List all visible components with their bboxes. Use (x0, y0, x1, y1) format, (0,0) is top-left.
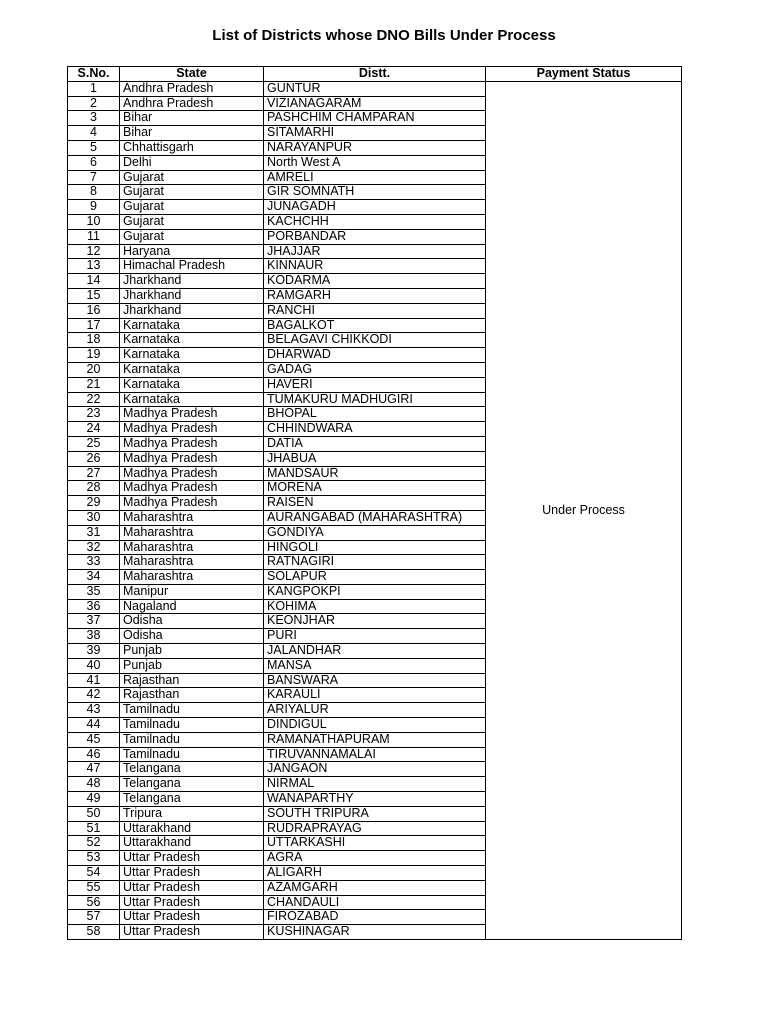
column-header-distt: Distt. (264, 67, 486, 82)
cell-state: Madhya Pradesh (120, 451, 264, 466)
cell-distt: WANAPARTHY (264, 792, 486, 807)
cell-sno: 25 (68, 436, 120, 451)
cell-distt: MANSA (264, 658, 486, 673)
cell-sno: 21 (68, 377, 120, 392)
cell-sno: 39 (68, 644, 120, 659)
cell-distt: KODARMA (264, 274, 486, 289)
cell-state: Madhya Pradesh (120, 436, 264, 451)
cell-distt: HINGOLI (264, 540, 486, 555)
cell-state: Maharashtra (120, 570, 264, 585)
cell-state: Bihar (120, 126, 264, 141)
cell-distt: BANSWARA (264, 673, 486, 688)
cell-state: Chhattisgarh (120, 140, 264, 155)
cell-distt: RANCHI (264, 303, 486, 318)
cell-distt: AURANGABAD (MAHARASHTRA) (264, 510, 486, 525)
cell-state: Tamilnadu (120, 747, 264, 762)
cell-sno: 14 (68, 274, 120, 289)
cell-sno: 38 (68, 629, 120, 644)
cell-sno: 50 (68, 806, 120, 821)
cell-sno: 18 (68, 333, 120, 348)
cell-sno: 3 (68, 111, 120, 126)
cell-sno: 6 (68, 155, 120, 170)
cell-state: Madhya Pradesh (120, 407, 264, 422)
cell-distt: DHARWAD (264, 348, 486, 363)
cell-sno: 42 (68, 688, 120, 703)
cell-state: Nagaland (120, 599, 264, 614)
cell-state: Jharkhand (120, 274, 264, 289)
cell-distt: KINNAUR (264, 259, 486, 274)
cell-sno: 37 (68, 614, 120, 629)
cell-distt: DATIA (264, 436, 486, 451)
cell-sno: 10 (68, 214, 120, 229)
cell-distt: BHOPAL (264, 407, 486, 422)
cell-state: Tamilnadu (120, 718, 264, 733)
cell-state: Karnataka (120, 348, 264, 363)
cell-distt: ALIGARH (264, 866, 486, 881)
cell-state: Uttar Pradesh (120, 910, 264, 925)
cell-sno: 29 (68, 496, 120, 511)
cell-distt: KOHIMA (264, 599, 486, 614)
cell-distt: CHHINDWARA (264, 422, 486, 437)
page-title: List of Districts whose DNO Bills Under Process (212, 27, 556, 44)
cell-sno: 13 (68, 259, 120, 274)
cell-distt: JALANDHAR (264, 644, 486, 659)
cell-state: Maharashtra (120, 555, 264, 570)
cell-distt: GADAG (264, 362, 486, 377)
cell-state: Karnataka (120, 318, 264, 333)
cell-state: Jharkhand (120, 303, 264, 318)
cell-distt: CHANDAULI (264, 895, 486, 910)
cell-sno: 31 (68, 525, 120, 540)
cell-sno: 56 (68, 895, 120, 910)
cell-state: Karnataka (120, 392, 264, 407)
cell-sno: 28 (68, 481, 120, 496)
cell-distt: KUSHINAGAR (264, 925, 486, 940)
cell-sno: 35 (68, 584, 120, 599)
cell-state: Maharashtra (120, 510, 264, 525)
cell-state: Gujarat (120, 229, 264, 244)
cell-sno: 47 (68, 762, 120, 777)
cell-sno: 19 (68, 348, 120, 363)
cell-distt: RATNAGIRI (264, 555, 486, 570)
cell-state: Karnataka (120, 333, 264, 348)
cell-distt: KANGPOKPI (264, 584, 486, 599)
cell-state: Uttar Pradesh (120, 925, 264, 940)
cell-state: Uttar Pradesh (120, 880, 264, 895)
cell-state: Tamilnadu (120, 732, 264, 747)
cell-distt: PORBANDAR (264, 229, 486, 244)
cell-sno: 22 (68, 392, 120, 407)
cell-state: Punjab (120, 644, 264, 659)
cell-distt: BAGALKOT (264, 318, 486, 333)
cell-distt: FIROZABAD (264, 910, 486, 925)
cell-sno: 44 (68, 718, 120, 733)
cell-sno: 16 (68, 303, 120, 318)
cell-distt: GONDIYA (264, 525, 486, 540)
table-row (68, 81, 682, 96)
cell-state: Punjab (120, 658, 264, 673)
cell-distt: RAMANATHAPURAM (264, 732, 486, 747)
cell-sno: 53 (68, 851, 120, 866)
table-body (68, 81, 682, 939)
cell-sno: 30 (68, 510, 120, 525)
cell-distt: North West A (264, 155, 486, 170)
cell-distt: JANGAON (264, 762, 486, 777)
cell-distt: KACHCHH (264, 214, 486, 229)
table-header-row (68, 67, 682, 82)
cell-sno: 41 (68, 673, 120, 688)
cell-state: Uttarakhand (120, 836, 264, 851)
cell-state: Bihar (120, 111, 264, 126)
column-header-state: State (120, 67, 264, 82)
cell-distt: GIR SOMNATH (264, 185, 486, 200)
cell-state: Madhya Pradesh (120, 422, 264, 437)
cell-sno: 46 (68, 747, 120, 762)
cell-sno: 8 (68, 185, 120, 200)
payment-status-cell: Under Process (486, 81, 682, 939)
cell-sno: 5 (68, 140, 120, 155)
cell-distt: SOLAPUR (264, 570, 486, 585)
cell-sno: 27 (68, 466, 120, 481)
cell-state: Maharashtra (120, 525, 264, 540)
cell-sno: 55 (68, 880, 120, 895)
cell-distt: SITAMARHI (264, 126, 486, 141)
cell-distt: UTTARKASHI (264, 836, 486, 851)
cell-distt: BELAGAVI CHIKKODI (264, 333, 486, 348)
cell-distt: TIRUVANNAMALAI (264, 747, 486, 762)
cell-state: Rajasthan (120, 673, 264, 688)
cell-state: Tamilnadu (120, 703, 264, 718)
cell-distt: RAMGARH (264, 288, 486, 303)
cell-state: Gujarat (120, 200, 264, 215)
cell-state: Delhi (120, 155, 264, 170)
cell-distt: MANDSAUR (264, 466, 486, 481)
cell-sno: 24 (68, 422, 120, 437)
cell-distt: ARIYALUR (264, 703, 486, 718)
cell-sno: 11 (68, 229, 120, 244)
cell-state: Andhra Pradesh (120, 81, 264, 96)
cell-distt: HAVERI (264, 377, 486, 392)
cell-state: Rajasthan (120, 688, 264, 703)
cell-state: Madhya Pradesh (120, 496, 264, 511)
cell-state: Karnataka (120, 377, 264, 392)
cell-sno: 26 (68, 451, 120, 466)
cell-distt: PASHCHIM CHAMPARAN (264, 111, 486, 126)
cell-state: Maharashtra (120, 540, 264, 555)
cell-state: Madhya Pradesh (120, 466, 264, 481)
cell-distt: VIZIANAGARAM (264, 96, 486, 111)
cell-state: Gujarat (120, 185, 264, 200)
cell-state: Odisha (120, 629, 264, 644)
cell-distt: KEONJHAR (264, 614, 486, 629)
cell-distt: RUDRAPRAYAG (264, 821, 486, 836)
cell-state: Uttar Pradesh (120, 895, 264, 910)
cell-state: Telangana (120, 777, 264, 792)
cell-state: Karnataka (120, 362, 264, 377)
cell-distt: JHAJJAR (264, 244, 486, 259)
cell-sno: 15 (68, 288, 120, 303)
cell-sno: 32 (68, 540, 120, 555)
cell-distt: AMRELI (264, 170, 486, 185)
cell-distt: JHABUA (264, 451, 486, 466)
cell-state: Uttarakhand (120, 821, 264, 836)
cell-sno: 20 (68, 362, 120, 377)
cell-distt: AGRA (264, 851, 486, 866)
cell-sno: 4 (68, 126, 120, 141)
cell-distt: PURI (264, 629, 486, 644)
cell-sno: 1 (68, 81, 120, 96)
cell-distt: KARAULI (264, 688, 486, 703)
cell-distt: TUMAKURU MADHUGIRI (264, 392, 486, 407)
column-header-sno: S.No. (68, 67, 120, 82)
cell-state: Telangana (120, 762, 264, 777)
cell-state: Manipur (120, 584, 264, 599)
cell-distt: DINDIGUL (264, 718, 486, 733)
districts-table (67, 66, 682, 940)
cell-state: Telangana (120, 792, 264, 807)
cell-distt: GUNTUR (264, 81, 486, 96)
cell-state: Uttar Pradesh (120, 866, 264, 881)
cell-sno: 43 (68, 703, 120, 718)
cell-sno: 12 (68, 244, 120, 259)
cell-state: Andhra Pradesh (120, 96, 264, 111)
cell-sno: 7 (68, 170, 120, 185)
cell-state: Himachal Pradesh (120, 259, 264, 274)
cell-distt: AZAMGARH (264, 880, 486, 895)
cell-distt: RAISEN (264, 496, 486, 511)
cell-sno: 45 (68, 732, 120, 747)
cell-sno: 23 (68, 407, 120, 422)
cell-state: Gujarat (120, 214, 264, 229)
cell-distt: NARAYANPUR (264, 140, 486, 155)
cell-distt: SOUTH TRIPURA (264, 806, 486, 821)
cell-sno: 33 (68, 555, 120, 570)
cell-sno: 34 (68, 570, 120, 585)
cell-state: Uttar Pradesh (120, 851, 264, 866)
cell-state: Haryana (120, 244, 264, 259)
cell-distt: NIRMAL (264, 777, 486, 792)
cell-sno: 9 (68, 200, 120, 215)
cell-sno: 40 (68, 658, 120, 673)
cell-state: Tripura (120, 806, 264, 821)
cell-state: Gujarat (120, 170, 264, 185)
cell-sno: 54 (68, 866, 120, 881)
column-header-payment-status: Payment Status (486, 67, 682, 82)
cell-state: Jharkhand (120, 288, 264, 303)
cell-sno: 48 (68, 777, 120, 792)
cell-distt: JUNAGADH (264, 200, 486, 215)
cell-sno: 57 (68, 910, 120, 925)
cell-sno: 36 (68, 599, 120, 614)
cell-state: Odisha (120, 614, 264, 629)
cell-distt: MORENA (264, 481, 486, 496)
cell-sno: 52 (68, 836, 120, 851)
cell-sno: 17 (68, 318, 120, 333)
cell-sno: 2 (68, 96, 120, 111)
cell-state: Madhya Pradesh (120, 481, 264, 496)
cell-sno: 58 (68, 925, 120, 940)
cell-sno: 51 (68, 821, 120, 836)
cell-sno: 49 (68, 792, 120, 807)
